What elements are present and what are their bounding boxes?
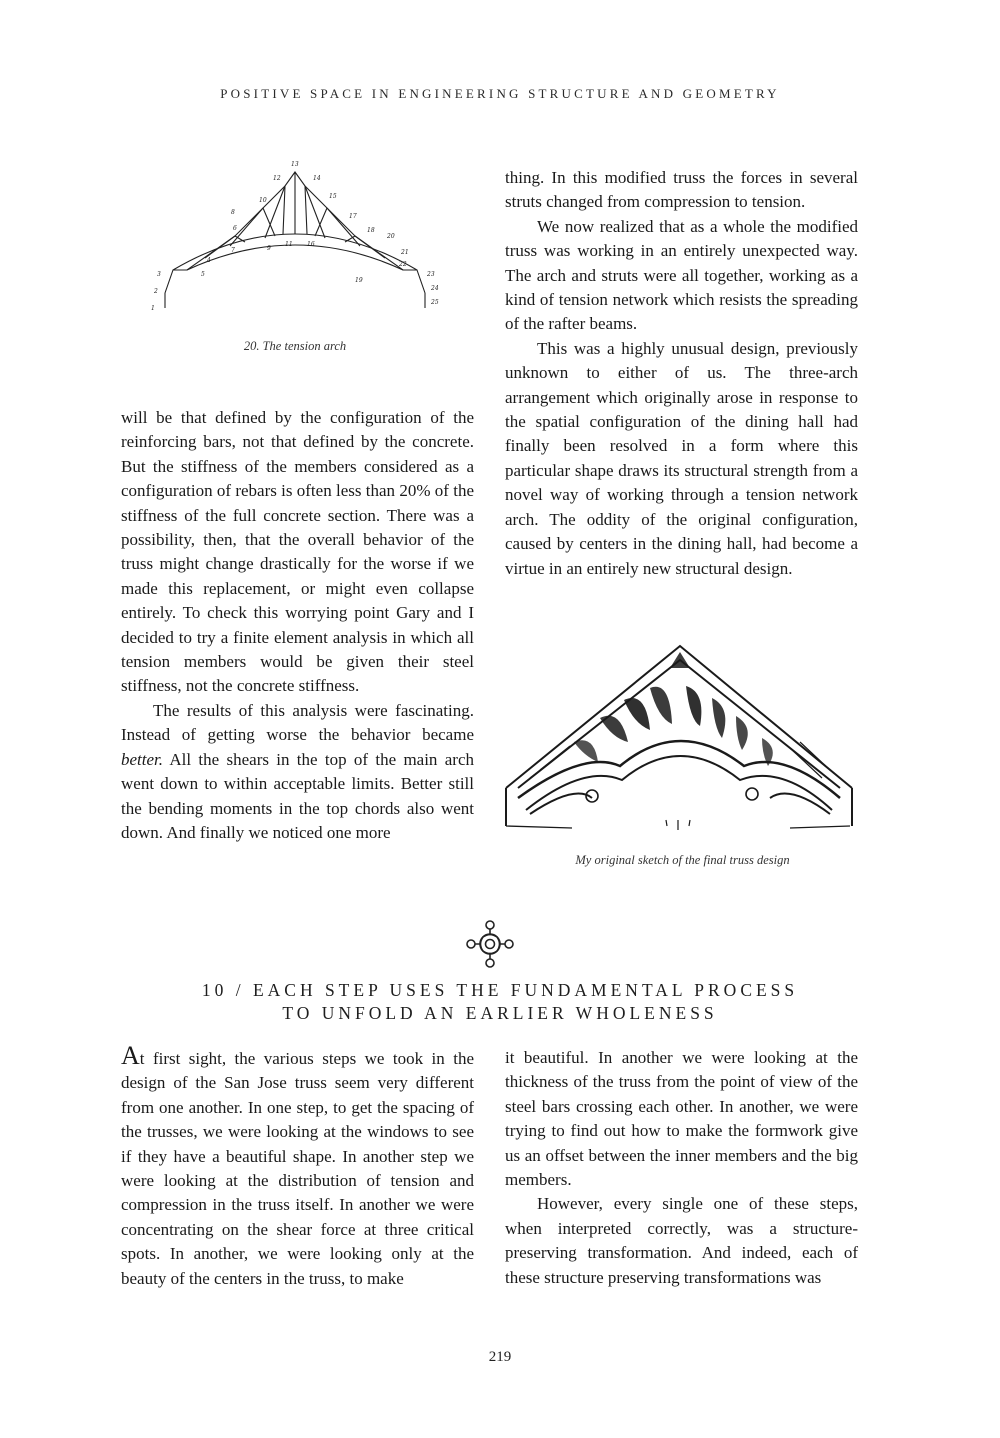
node-label: 18 [367, 227, 375, 234]
section-heading [0, 979, 1000, 1025]
node-label: 11 [285, 241, 293, 248]
left-column-top [121, 406, 474, 845]
running-head: POSITIVE SPACE IN ENGINEERING STRUCTURE AND GEOMETRY [220, 86, 780, 101]
paragraph: it beautiful. In another we were looking at the thickness of the truss from the point of view of the steel bars crossing each other. In another, we were trying to find out how to make the formwork give us an offset between the inner members and the big members. [505, 1048, 858, 1190]
node-label: 10 [259, 197, 267, 204]
ornament-icon [464, 918, 516, 970]
node-label: 20 [387, 233, 395, 240]
figure-caption-truss-sketch: My original sketch of the final truss design [575, 853, 790, 867]
drop-cap: A [121, 1041, 140, 1070]
tension-arch-figure [145, 158, 445, 318]
section-heading-line: TO UNFOLD AN EARLIER WHOLENESS [282, 1003, 718, 1023]
paragraph: The results of this analysis were fascinating. Instead of getting worse the behavior became better. All the shears in the top of the main arch went down to within acceptable limits. Better still the bending moments in the top chords also went down. And finally we noticed one more [121, 700, 474, 842]
paragraph: will be that defined by the configuration of the reinforcing bars, not that defined by the concrete. But the stiffness of the members considered as a configuration of rebars is often less than 20% of the stiffness of the full concrete section. There was a possibility, then, that the overall behavior of the truss might change drastically for the worse if we made this replacement, or might even collapse entirely. To check this worrying point Gary and I decided to try a finite element analysis in which all tension members would be given their steel stiffness, not the concrete stiffness. [121, 408, 474, 696]
node-label: 5 [201, 271, 205, 278]
node-label: 25 [431, 299, 439, 306]
node-label: 13 [291, 161, 299, 168]
right-column-top [505, 166, 858, 581]
page-number: 219 [488, 1349, 512, 1365]
left-column-bottom [121, 1041, 474, 1291]
paragraph: However, every single one of these steps, when interpreted correctly, was a structure-preserving transformation. And indeed, each of these structure preserving transformations was [505, 1194, 858, 1287]
paragraph: We now realized that as a whole the modified truss was working in an entirely unexpected way. The arch and struts were all together, working as a kind of tension network which resists the spreading of the rafter beams. [505, 216, 858, 334]
node-label: 21 [401, 249, 409, 256]
node-label: 17 [349, 213, 357, 220]
node-label: 4 [207, 257, 211, 264]
paragraph: This was a highly unusual design, previously unknown to either of us. The three-arch arrangement which originally arose in response to the spatial configuration of the dining hall had finally been resolved in a form where this particular shape draws its structural strength from a novel way of working through a tension network arch. The oddity of the original configuration, caused by centers in the dining hall, had become a virtue in an entirely new structural design. [505, 338, 858, 578]
truss-sketch-figure [500, 638, 865, 838]
paragraph: At first sight, the various steps we took in the design of the San Jose truss seem very different from one another. In one step, to get the spacing of the trusses, we were looking at the windows to see if they have a beautiful shape. In another step we were looking at the distribution of tension and compression in the truss itself. In another we were concentrating on the shear force at three critical spots. In another, we were looking only at the beauty of the centers in the truss, to make [121, 1041, 474, 1288]
node-label: 7 [231, 247, 235, 254]
node-label: 1 [151, 305, 155, 312]
node-label: 24 [431, 285, 439, 292]
node-label: 3 [157, 271, 161, 278]
node-label: 2 [154, 288, 158, 295]
figure-caption-tension-arch: 20. The tension arch [243, 339, 347, 353]
node-label: 22 [399, 261, 407, 268]
section-heading-line: 10 / EACH STEP USES THE FUNDAMENTAL PROCESS [201, 980, 799, 1000]
node-label: 16 [307, 241, 315, 248]
node-label: 19 [355, 277, 363, 284]
node-label: 6 [233, 225, 237, 232]
paragraph: thing. In this modified truss the forces in several struts changed from compression to tension. [505, 168, 858, 212]
node-label: 15 [329, 193, 337, 200]
node-label: 14 [313, 175, 321, 182]
node-label: 8 [231, 209, 235, 216]
node-label: 23 [427, 271, 435, 278]
right-column-bottom [505, 1046, 858, 1290]
node-label: 9 [267, 245, 271, 252]
node-label: 12 [273, 175, 281, 182]
